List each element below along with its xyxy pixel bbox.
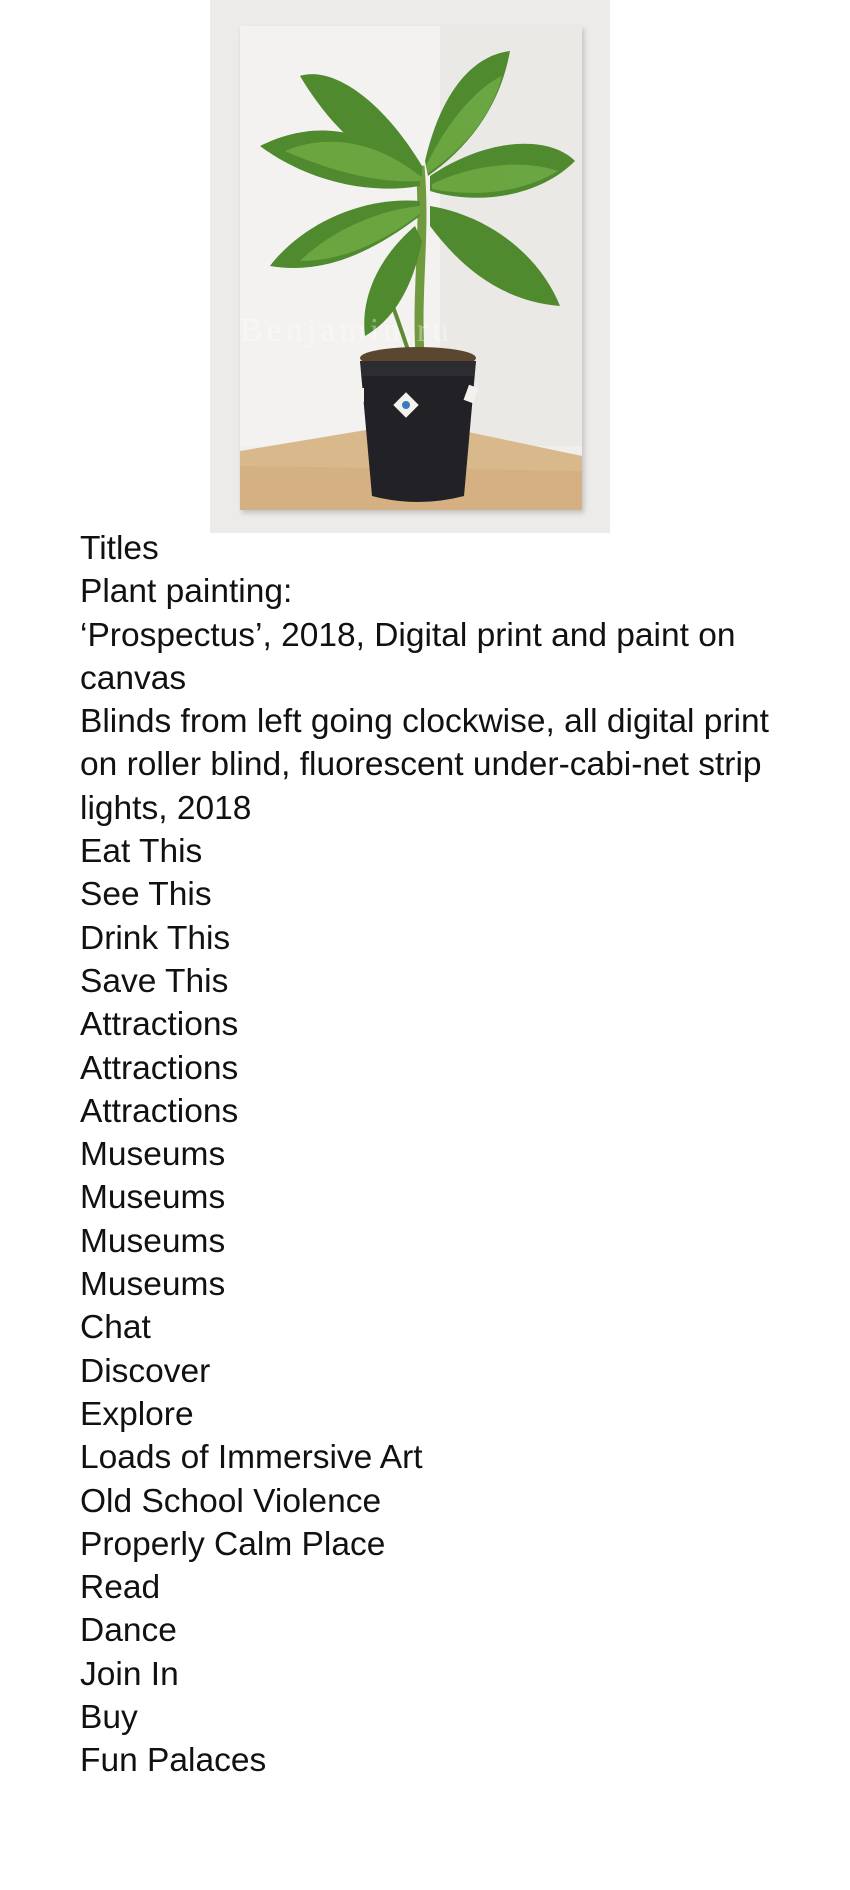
list-item: Read [80, 1569, 161, 1607]
plant-painting-image [240, 26, 582, 510]
plant-painting-svg [240, 26, 582, 510]
watermark-text: Benjamin.ru [240, 312, 454, 349]
list-item: Explore [80, 1395, 194, 1433]
titles-heading: Titles [80, 530, 159, 567]
list-item: Museums [80, 1222, 226, 1260]
list-item: Join In [80, 1655, 179, 1693]
list-item: Discover [80, 1352, 211, 1390]
list-item: Buy [80, 1699, 138, 1737]
list-item: Attractions [80, 1049, 239, 1087]
list-item: Fun Palaces [80, 1742, 267, 1780]
list-item: Eat This [80, 833, 203, 871]
list-item: Save This [80, 962, 229, 1000]
list-item: Attractions [80, 1006, 239, 1044]
list-item: Old School Violence [80, 1482, 382, 1520]
list-item: Museums [80, 1136, 226, 1174]
list-item: Loads of Immersive Art [80, 1439, 423, 1477]
list-item: Dance [80, 1612, 177, 1650]
captions-text-block [80, 527, 780, 1783]
plant-painting-label: Plant painting: [80, 573, 293, 611]
list-item: Drink This [80, 919, 231, 957]
prospectus-caption: ‘Prospectus’, 2018, Digital print and paint on canvas [80, 616, 736, 697]
list-item: See This [80, 876, 212, 914]
artwork-image-panel [210, 0, 610, 533]
list-item: Attractions [80, 1092, 239, 1130]
list-item: Museums [80, 1266, 226, 1304]
list-item: Properly Calm Place [80, 1525, 386, 1563]
blinds-caption: Blinds from left going clockwise, all digital print on roller blind, fluorescent under-cabi-net strip lights, 2018 [80, 703, 769, 827]
list-item: Chat [80, 1309, 151, 1347]
list-item: Museums [80, 1179, 226, 1217]
